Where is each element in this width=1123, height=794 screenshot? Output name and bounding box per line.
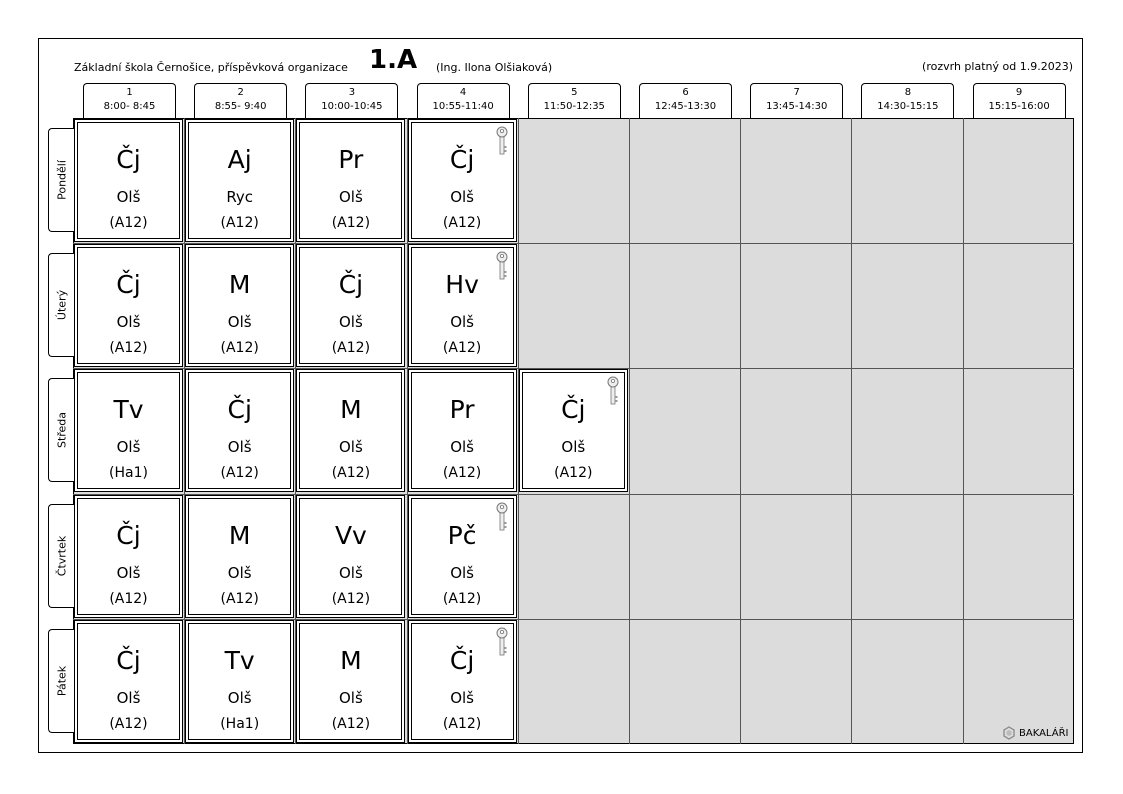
bakalari-logo-icon [1002,726,1016,740]
lesson-cell[interactable] [74,620,183,743]
lesson-cell[interactable] [74,369,183,492]
lesson-teacher: Olš [116,188,141,206]
period-time: 14:30-15:15 [877,101,939,112]
lesson-subject: Čj [449,145,475,174]
lesson-teacher: Olš [116,313,141,332]
class-name: 1.A [369,45,418,75]
lesson-subject: M [340,395,362,425]
lesson-room: (A12) [554,465,593,482]
lesson-cell[interactable] [185,119,294,242]
period-time: 8:00- 8:45 [103,101,156,112]
period-time: 10:55-11:40 [432,101,494,112]
lesson-teacher: Olš [116,563,141,582]
lesson-room: (A12) [442,465,482,482]
lesson-teacher: Olš [450,438,474,457]
period-number: 9 [1015,87,1023,98]
lesson-subject: Čj [449,645,475,675]
lesson-room: (A12) [331,465,371,482]
period-header-9 [973,83,1066,118]
lesson-subject: Hv [445,270,479,300]
lesson-cell[interactable] [408,244,517,367]
period-time: 12:45-13:30 [654,101,717,112]
day-tab [48,504,74,608]
key-icon [496,502,508,532]
lesson-subject: Čj [116,270,141,300]
day-label: Pondělí [55,160,68,200]
lesson-room: (A12) [442,590,482,607]
lesson-room: (A12) [220,465,259,482]
key-icon [496,126,508,156]
period-header-7 [750,83,843,118]
lesson-teacher: Olš [561,438,586,457]
period-time: 13:45-14:30 [766,101,828,112]
lesson-subject: Tv [224,645,255,675]
lesson-cell[interactable] [296,369,405,492]
period-header-5 [528,83,621,118]
grid-line-vertical [629,118,630,744]
lesson-subject: Čj [227,395,252,425]
grid-line-vertical [851,118,852,744]
lesson-teacher: Olš [450,188,474,206]
lesson-cell[interactable] [185,495,294,618]
lesson-cell[interactable] [408,620,517,743]
period-header-4 [417,83,510,118]
lesson-teacher: Olš [227,438,252,457]
lesson-room: (A12) [109,590,148,607]
lesson-room: (A12) [331,715,371,732]
brand-footer [1002,726,1068,740]
period-header-1 [83,83,176,118]
day-label: Úterý [55,290,68,321]
lesson-cell[interactable] [408,119,517,242]
key-icon [496,627,508,657]
lesson-subject: Pč [447,520,477,550]
lesson-room: (A12) [220,340,259,357]
lesson-subject: M [340,645,362,675]
lesson-teacher: Olš [450,563,474,582]
period-time: 15:15-16:00 [988,101,1050,112]
lesson-subject: Čj [116,520,141,550]
lesson-cell[interactable] [296,495,405,618]
period-header-3 [305,83,398,118]
lesson-cell[interactable] [408,369,517,492]
lesson-room: (A12) [331,340,371,357]
lesson-room: (A12) [331,215,371,231]
period-number: 8 [904,87,912,98]
lesson-subject: Vv [334,520,367,550]
lesson-teacher: Olš [338,313,363,332]
day-tab [48,253,74,357]
lesson-room: (A12) [109,215,148,231]
period-time: 8:55- 9:40 [214,101,267,112]
day-label: Středa [55,412,68,449]
period-time: 10:00-10:45 [321,101,383,112]
day-label: Čtvrtek [55,535,68,576]
day-tab [48,629,74,733]
school-name: Základní škola Černošice, příspěvková organizace [74,61,348,74]
lesson-teacher: Olš [227,563,252,582]
lesson-teacher: Olš [338,438,363,457]
lesson-subject: Čj [116,145,141,174]
grid-line-vertical [963,118,964,744]
period-number: 6 [682,87,689,98]
period-header-2 [194,83,287,118]
period-number: 7 [793,87,800,98]
grid-line-vertical [740,118,741,744]
lesson-subject: Pr [449,395,475,425]
lesson-cell[interactable] [519,369,628,492]
lesson-teacher: Olš [227,313,252,332]
period-number: 1 [126,87,133,98]
period-header-8 [861,83,954,118]
lesson-cell[interactable] [296,244,405,367]
period-number: 5 [571,87,578,98]
period-header-6 [639,83,732,118]
lesson-room: (A12) [220,215,259,231]
lesson-room: (A12) [442,715,482,732]
lesson-room: (A12) [109,715,148,732]
key-icon [496,251,508,281]
lesson-cell[interactable] [185,244,294,367]
lesson-subject: Aj [227,145,252,174]
lesson-cell[interactable] [74,244,183,367]
lesson-room: (A12) [442,215,482,231]
lesson-cell[interactable] [408,495,517,618]
lesson-subject: Čj [338,270,364,300]
period-time: 11:50-12:35 [543,101,605,112]
lesson-subject: Čj [116,645,141,675]
lesson-teacher: Olš [116,688,141,707]
lesson-teacher: Olš [338,188,363,206]
lesson-room: (Ha1) [220,715,260,732]
lesson-room: (A12) [109,340,148,357]
lesson-subject: M [228,270,251,300]
period-number: 3 [348,87,356,98]
lesson-subject: Pr [338,145,364,174]
key-icon [607,376,619,406]
lesson-teacher: Ryc [226,188,254,206]
lesson-cell[interactable] [185,620,294,743]
lesson-teacher: Olš [338,563,363,582]
brand-label: BAKALÁŘI [1019,727,1069,739]
lesson-room: (A12) [331,590,371,607]
day-tab [48,378,74,482]
lesson-room: (A12) [442,340,482,357]
class-teacher: (Ing. Ilona Olšiaková) [436,61,553,74]
lesson-cell[interactable] [185,369,294,492]
lesson-teacher: Olš [450,688,474,707]
lesson-subject: M [228,520,251,550]
lesson-teacher: Olš [116,438,141,457]
lesson-cell[interactable] [74,119,183,242]
lesson-cell[interactable] [74,495,183,618]
day-label: Pátek [55,665,68,696]
lesson-teacher: Olš [227,688,252,707]
lesson-room: (A12) [220,590,259,607]
lesson-subject: Tv [113,395,144,425]
lesson-cell[interactable] [296,119,405,242]
period-number: 4 [459,87,467,98]
lesson-teacher: Olš [450,313,474,332]
validity-date: (rozvrh platný od 1.9.2023) [922,60,1073,73]
lesson-teacher: Olš [338,688,363,707]
lesson-cell[interactable] [296,620,405,743]
lesson-subject: Čj [561,395,586,425]
period-number: 2 [237,87,244,98]
lesson-room: (Ha1) [109,465,148,482]
day-tab [48,128,74,232]
